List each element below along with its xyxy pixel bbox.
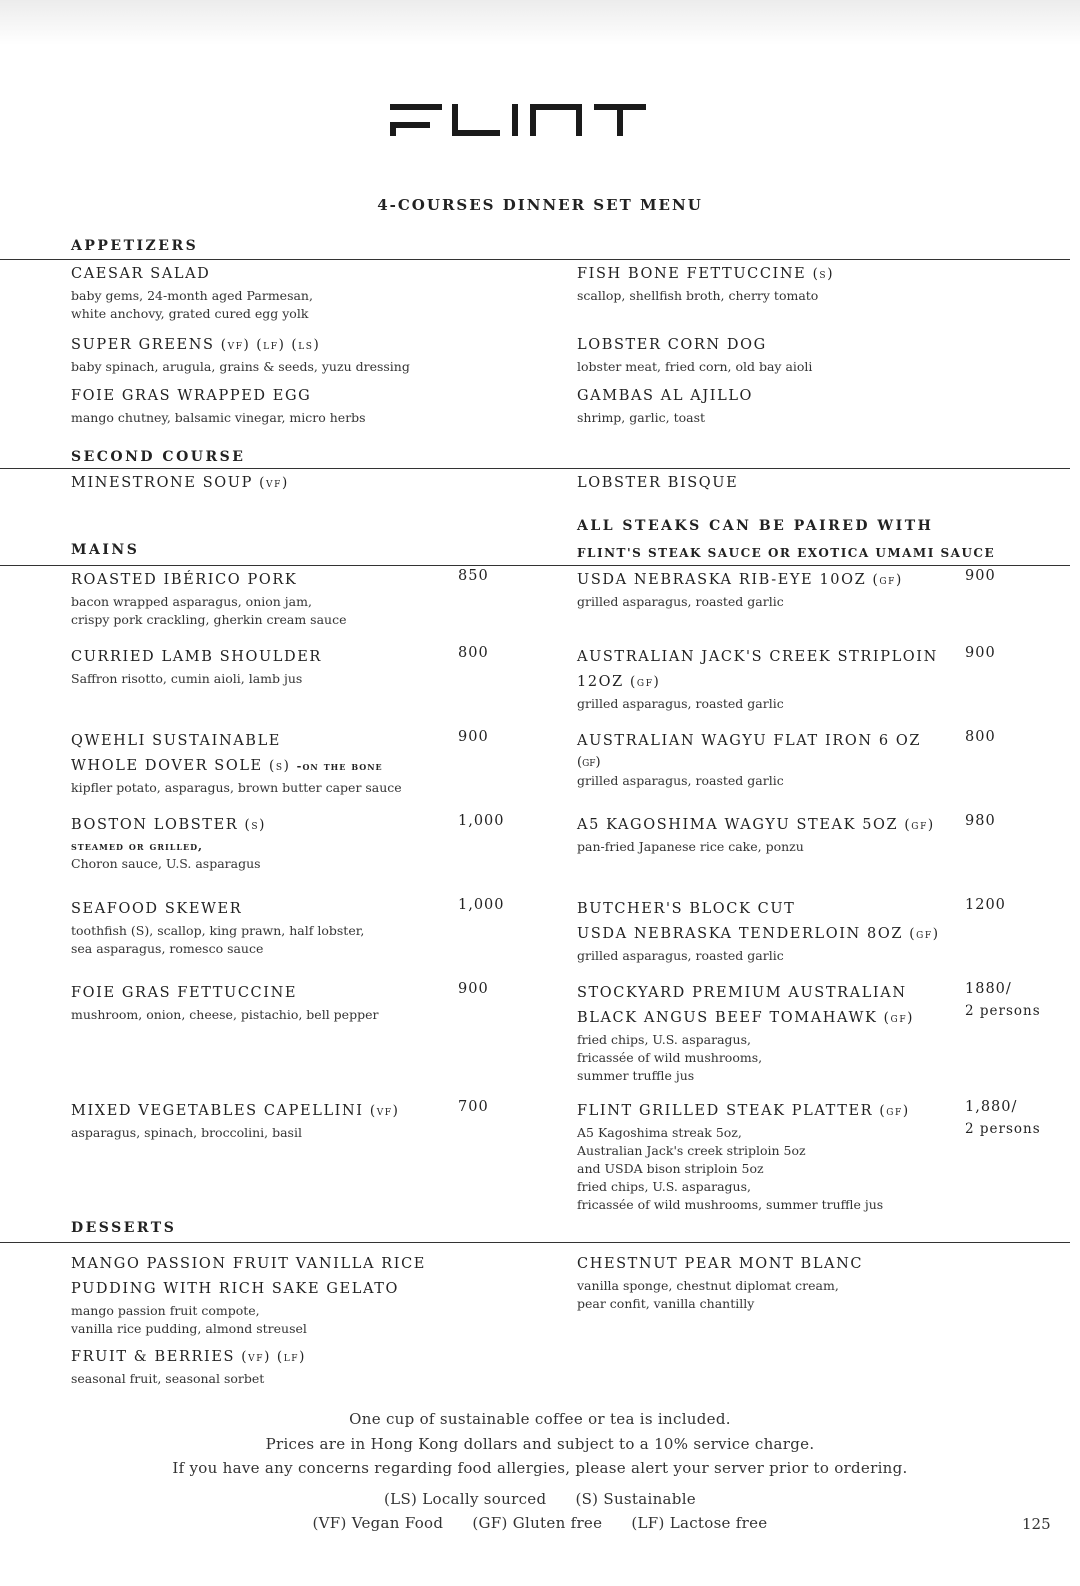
item-desc: sea asparagus, romesco sauce bbox=[71, 941, 264, 956]
legend-ls: (LS) Locally sourced bbox=[384, 1490, 547, 1508]
item-desc: A5 Kagoshima streak 5oz, bbox=[577, 1125, 742, 1140]
item-name-line2: 12OZ bbox=[577, 674, 624, 690]
item-name: MANGO PASSION FRUIT VANILLA RICE bbox=[71, 1256, 426, 1272]
item-desc: scallop, shellfish broth, cherry tomato bbox=[577, 288, 819, 303]
item-name: CURRIED LAMB SHOULDER bbox=[71, 649, 322, 665]
item-tags: (s) bbox=[244, 817, 266, 833]
item-desc: grilled asparagus, roasted garlic bbox=[577, 696, 784, 711]
section-second-course: SECOND COURSE bbox=[71, 449, 246, 465]
item-desc: grilled asparagus, roasted garlic bbox=[577, 773, 784, 788]
item-name-line2: USDA NEBRASKA TENDERLOIN 8OZ bbox=[577, 926, 904, 942]
item-desc: Australian Jack's creek striploin 5oz bbox=[577, 1143, 806, 1158]
menu-item bbox=[577, 813, 962, 856]
item-name: A5 KAGOSHIMA WAGYU STEAK 5OZ bbox=[577, 817, 899, 833]
legend-row-2 bbox=[0, 1514, 1080, 1532]
steak-pairing-title: ALL STEAKS CAN BE PAIRED WITH bbox=[577, 518, 934, 534]
item-desc: shrimp, garlic, toast bbox=[577, 410, 706, 425]
item-subnote: steamed or grilled, bbox=[71, 839, 204, 853]
item-name: LOBSTER CORN DOG bbox=[577, 337, 767, 353]
divider bbox=[0, 468, 1070, 469]
divider bbox=[0, 259, 1070, 260]
item-price: 900 bbox=[965, 645, 996, 661]
item-name: FISH BONE FETTUCCINE bbox=[577, 266, 807, 282]
legend-lf: (LF) Lactose free bbox=[631, 1514, 768, 1532]
item-tags: (gf) bbox=[909, 926, 940, 942]
item-name: MINESTRONE SOUP bbox=[71, 475, 253, 491]
section-desserts: DESSERTS bbox=[71, 1220, 177, 1236]
item-desc: grilled asparagus, roasted garlic bbox=[577, 594, 784, 609]
item-name: SUPER GREENS bbox=[71, 337, 215, 353]
item-price: 1,000 bbox=[458, 813, 505, 829]
menu-item bbox=[577, 262, 957, 305]
menu-item bbox=[71, 897, 451, 958]
item-desc: kipfler potato, asparagus, brown butter caper sauce bbox=[71, 780, 402, 795]
legend-s: (S) Sustainable bbox=[575, 1490, 696, 1508]
item-price: 1200 bbox=[965, 897, 1006, 913]
item-name: CAESAR SALAD bbox=[71, 266, 211, 282]
item-tags: (gf) bbox=[883, 1010, 915, 1026]
item-price-note: 2 persons bbox=[965, 1003, 1041, 1019]
menu-item bbox=[71, 1099, 451, 1142]
item-price-note: 2 persons bbox=[965, 1121, 1041, 1137]
menu-item bbox=[577, 1252, 957, 1313]
menu-item bbox=[577, 645, 957, 713]
item-desc: pear confit, vanilla chantilly bbox=[577, 1296, 755, 1311]
item-name: GAMBAS AL AJILLO bbox=[577, 388, 754, 404]
legend-row-1 bbox=[0, 1490, 1080, 1508]
item-desc: mushroom, onion, cheese, pistachio, bell pepper bbox=[71, 1007, 379, 1022]
item-name: BOSTON LOBSTER bbox=[71, 817, 239, 833]
item-desc: mango passion fruit compote, bbox=[71, 1303, 260, 1318]
item-tags: (s) bbox=[268, 758, 291, 774]
item-desc: lobster meat, fried corn, old bay aioli bbox=[577, 359, 813, 374]
item-price: 980 bbox=[965, 813, 996, 829]
menu-item bbox=[71, 813, 451, 873]
item-desc: bacon wrapped asparagus, onion jam, bbox=[71, 594, 312, 609]
section-appetizers: APPETIZERS bbox=[71, 238, 199, 254]
item-name: FOIE GRAS FETTUCCINE bbox=[71, 985, 298, 1001]
item-price: 900 bbox=[965, 568, 996, 584]
menu-item bbox=[71, 645, 451, 688]
footer-coffee-note: One cup of sustainable coffee or tea is included. bbox=[349, 1410, 731, 1428]
item-desc: toothfish (S), scallop, king prawn, half lobster, bbox=[71, 923, 365, 938]
menu-item bbox=[71, 729, 451, 797]
item-tags: (vf) (lf) bbox=[241, 1349, 306, 1365]
menu-item bbox=[577, 333, 957, 376]
menu-item bbox=[71, 333, 451, 376]
item-desc: seasonal fruit, seasonal sorbet bbox=[71, 1371, 265, 1386]
menu-item bbox=[71, 262, 451, 323]
item-price: 850 bbox=[458, 568, 489, 584]
item-name: MIXED VEGETABLES CAPELLINI bbox=[71, 1103, 364, 1119]
item-desc: fried chips, U.S. asparagus, bbox=[577, 1032, 751, 1047]
item-desc: fricassée of wild mushrooms, bbox=[577, 1050, 763, 1065]
item-name: USDA NEBRASKA RIB-EYE 10OZ bbox=[577, 572, 867, 588]
item-tags: (s) bbox=[812, 266, 835, 282]
steak-pairing-subtitle: FLINT'S STEAK SAUCE OR EXOTICA UMAMI SAUCE bbox=[577, 546, 996, 560]
divider bbox=[0, 1242, 1070, 1243]
item-tags: (gf) bbox=[630, 674, 661, 690]
item-desc: grilled asparagus, roasted garlic bbox=[577, 948, 784, 963]
item-desc: and USDA bison striploin 5oz bbox=[577, 1161, 764, 1176]
menu-item bbox=[577, 1099, 957, 1214]
item-tags: (vf) bbox=[369, 1103, 400, 1119]
item-desc: Choron sauce, U.S. asparagus bbox=[71, 856, 261, 871]
item-desc: vanilla rice pudding, almond streusel bbox=[71, 1321, 307, 1336]
section-mains: MAINS bbox=[71, 542, 140, 558]
top-shade bbox=[0, 0, 1080, 45]
menu-title: 4-COURSES DINNER SET MENU bbox=[377, 196, 703, 214]
item-name: FOIE GRAS WRAPPED EGG bbox=[71, 388, 312, 404]
menu-item bbox=[71, 1252, 471, 1338]
item-tags: (vf) bbox=[259, 475, 289, 491]
item-price: 700 bbox=[458, 1099, 489, 1115]
item-desc: Saffron risotto, cumin aioli, lamb jus bbox=[71, 671, 303, 686]
menu-item bbox=[71, 568, 451, 629]
menu-item bbox=[577, 568, 957, 611]
item-desc: vanilla sponge, chestnut diplomat cream, bbox=[577, 1278, 839, 1293]
item-desc: fricassée of wild mushrooms, summer truffle jus bbox=[577, 1197, 884, 1212]
item-desc: baby gems, 24-month aged Parmesan, bbox=[71, 288, 313, 303]
menu-item bbox=[577, 981, 957, 1085]
legend-vf: (VF) Vegan Food bbox=[312, 1514, 444, 1532]
legend-gf: (GF) Gluten free bbox=[472, 1514, 603, 1532]
footer-allergy-note: If you have any concerns regarding food allergies, please alert your server prior to ordering. bbox=[172, 1459, 908, 1477]
item-tags: (gf) bbox=[904, 817, 935, 833]
menu-item bbox=[71, 384, 451, 427]
item-desc: baby spinach, arugula, grains & seeds, yuzu dressing bbox=[71, 359, 410, 374]
item-tags: (vf) (lf) (ls) bbox=[220, 337, 321, 353]
menu-item bbox=[577, 729, 957, 790]
item-price: 800 bbox=[965, 729, 996, 745]
item-name: ROASTED IBÉRICO PORK bbox=[71, 572, 298, 588]
item-price: 1,880/ bbox=[965, 1099, 1018, 1115]
menu-item bbox=[71, 471, 451, 496]
menu-item bbox=[577, 471, 957, 496]
item-desc: mango chutney, balsamic vinegar, micro herbs bbox=[71, 410, 366, 425]
item-name: CHESTNUT PEAR MONT BLANC bbox=[577, 1256, 864, 1272]
item-desc: crispy pork crackling, gherkin cream sauce bbox=[71, 612, 347, 627]
footer-price-note: Prices are in Hong Kong dollars and subject to a 10% service charge. bbox=[265, 1435, 815, 1453]
divider bbox=[0, 565, 1070, 566]
item-tags: (gf) bbox=[577, 755, 601, 770]
item-price: 1880/ bbox=[965, 981, 1012, 997]
item-name: AUSTRALIAN JACK'S CREEK STRIPLOIN bbox=[577, 649, 938, 665]
item-name: FRUIT & BERRIES bbox=[71, 1349, 236, 1365]
item-name-line2: WHOLE DOVER SOLE bbox=[71, 758, 263, 774]
item-name: STOCKYARD PREMIUM AUSTRALIAN bbox=[577, 985, 907, 1001]
page-number: 125 bbox=[1022, 1515, 1051, 1533]
menu-item bbox=[71, 981, 451, 1024]
item-name: SEAFOOD SKEWER bbox=[71, 901, 243, 917]
item-name-line2: PUDDING WITH RICH SAKE GELATO bbox=[71, 1281, 399, 1297]
item-name-line2: BLACK ANGUS BEEF TOMAHAWK bbox=[577, 1010, 878, 1026]
item-price: 1,000 bbox=[458, 897, 505, 913]
menu-item bbox=[577, 384, 957, 427]
item-desc: summer truffle jus bbox=[577, 1068, 695, 1083]
item-desc: pan-fried Japanese rice cake, ponzu bbox=[577, 839, 804, 854]
item-price: 800 bbox=[458, 645, 489, 661]
item-desc: fried chips, U.S. asparagus, bbox=[577, 1179, 751, 1194]
menu-item bbox=[71, 1345, 451, 1388]
item-price: 900 bbox=[458, 729, 489, 745]
item-desc: asparagus, spinach, broccolini, basil bbox=[71, 1125, 302, 1140]
item-name: QWEHLI SUSTAINABLE bbox=[71, 733, 281, 749]
item-name: AUSTRALIAN WAGYU FLAT IRON 6 OZ bbox=[577, 733, 922, 749]
item-price: 900 bbox=[458, 981, 489, 997]
item-tags: (gf) bbox=[879, 1103, 910, 1119]
item-desc: white anchovy, grated cured egg yolk bbox=[71, 306, 309, 321]
menu-item bbox=[577, 897, 957, 965]
item-tags: (gf) bbox=[872, 572, 903, 588]
item-subnote: -on the bone bbox=[296, 759, 383, 773]
flint-logo bbox=[390, 100, 670, 140]
item-name: BUTCHER'S BLOCK CUT bbox=[577, 901, 796, 917]
item-name: FLINT GRILLED STEAK PLATTER bbox=[577, 1103, 874, 1119]
item-name: LOBSTER BISQUE bbox=[577, 475, 739, 491]
